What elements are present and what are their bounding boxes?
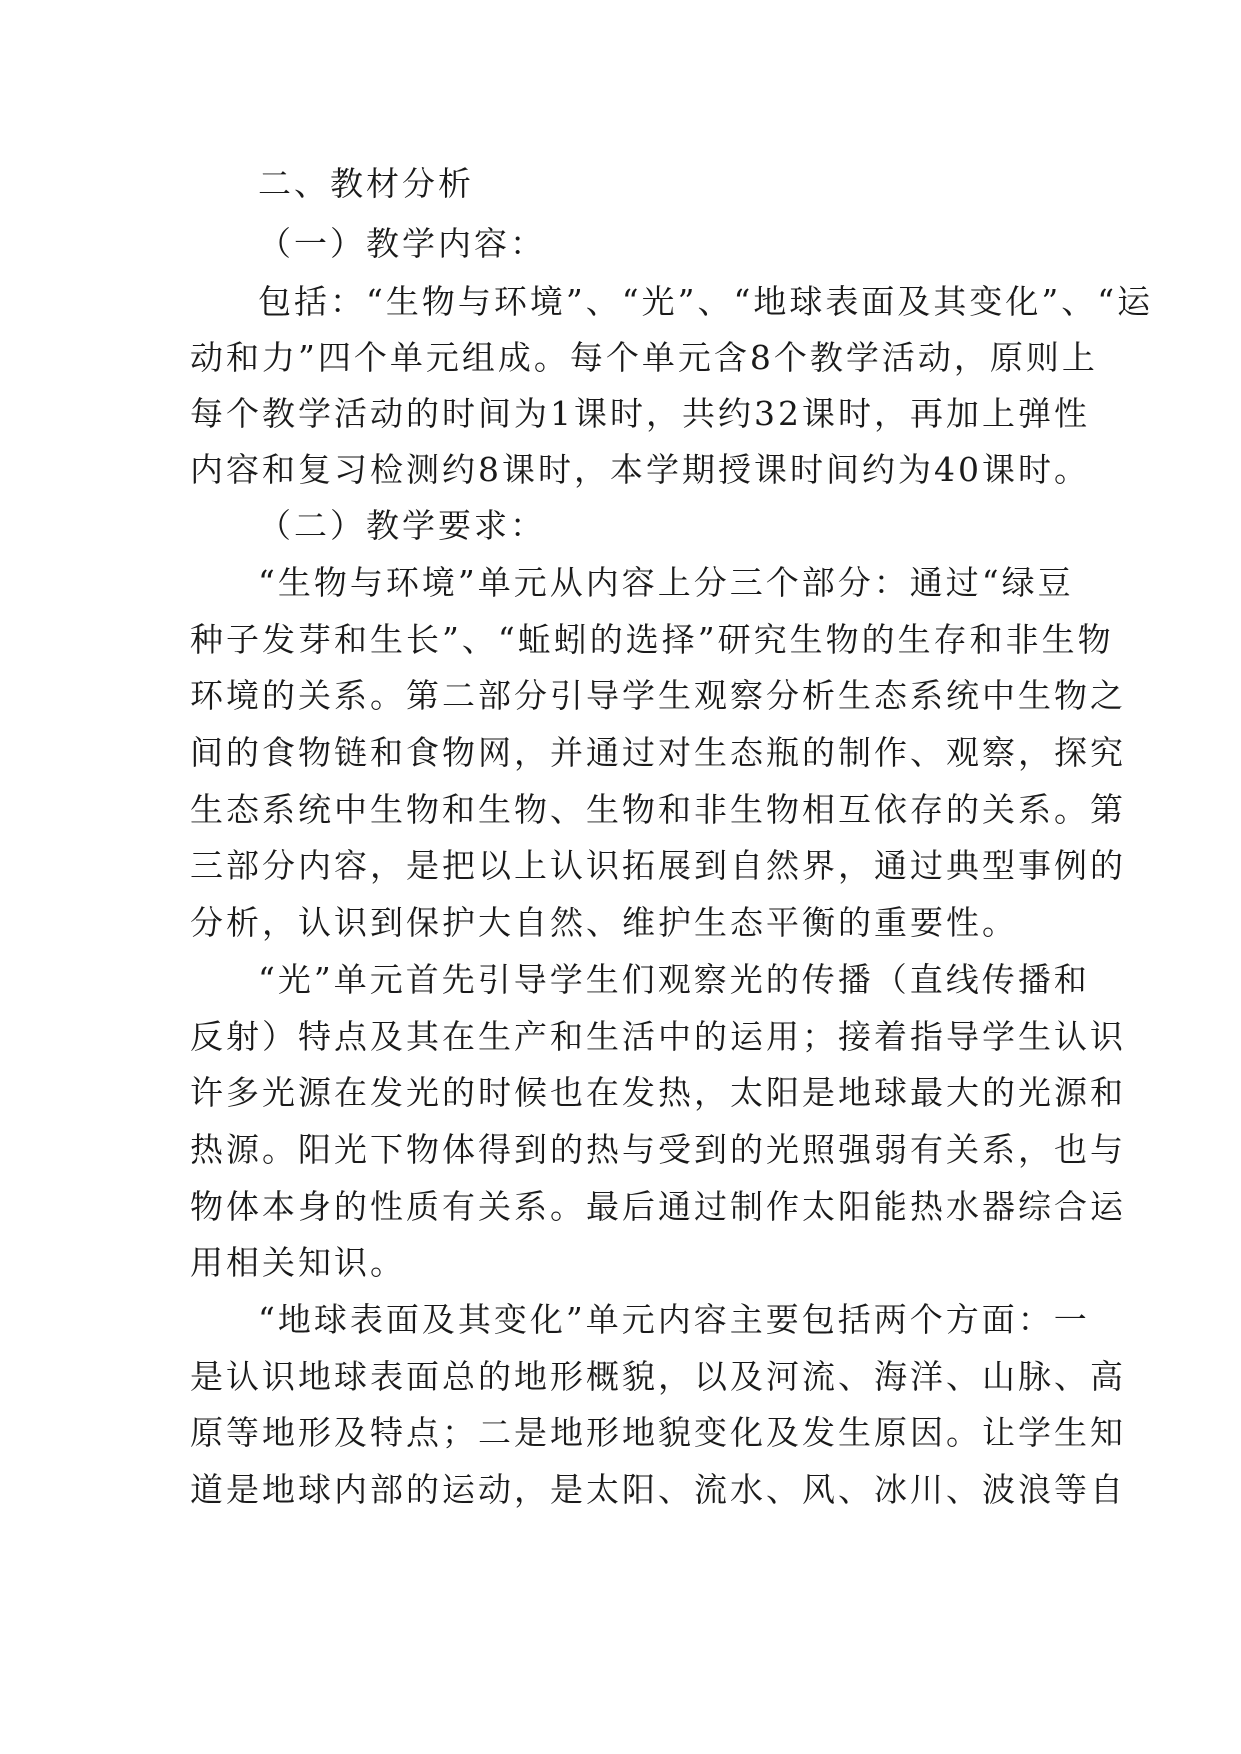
paragraph-line: 物体本身的性质有关系。最后通过制作太阳能热水器综合运 [190,1187,1126,1226]
paragraph-line: “生物与环境”单元从内容上分三个部分：通过“绿豆 [258,563,1074,602]
paragraph-line: “地球表面及其变化”单元内容主要包括两个方面：一 [258,1300,1090,1339]
paragraph-line: 内容和复习检测约8课时，本学期授课时间约为40课时。 [190,450,1090,489]
subsection-heading: （一）教学内容： [258,224,546,263]
paragraph-line: 间的食物链和食物网，并通过对生态瓶的制作、观察，探究 [190,733,1126,772]
paragraph-line: 反射）特点及其在生产和生活中的运用；接着指导学生认识 [190,1017,1126,1056]
paragraph-line: “光”单元首先引导学生们观察光的传播（直线传播和 [258,960,1090,999]
paragraph-line: 是认识地球表面总的地形概貌，以及河流、海洋、山脉、高 [190,1357,1126,1396]
paragraph-line: 热源。阳光下物体得到的热与受到的光照强弱有关系，也与 [190,1130,1126,1169]
paragraph-line: 原等地形及特点；二是地形地貌变化及发生原因。让学生知 [190,1413,1126,1452]
section-heading: 二、教材分析 [258,164,474,203]
paragraph-line: 生态系统中生物和生物、生物和非生物相互依存的关系。第 [190,790,1126,829]
paragraph-line: 分析，认识到保护大自然、维护生态平衡的重要性。 [190,903,1018,942]
paragraph-line: 环境的关系。第二部分引导学生观察分析生态系统中生物之 [190,676,1126,715]
paragraph-line: 包括：“生物与环境”、“光”、“地球表面及其变化”、“运 [258,282,1154,321]
paragraph-line: 动和力”四个单元组成。每个单元含8个教学活动，原则上 [190,338,1098,377]
paragraph-line: 种子发芽和生长”、“蚯蚓的选择”研究生物的生存和非生物 [190,620,1114,659]
paragraph-line: 许多光源在发光的时候也在发热，太阳是地球最大的光源和 [190,1073,1126,1112]
paragraph-line: 道是地球内部的运动，是太阳、流水、风、冰川、波浪等自 [190,1470,1126,1509]
paragraph-line: 三部分内容，是把以上认识拓展到自然界，通过典型事例的 [190,846,1126,885]
paragraph-line: 用相关知识。 [190,1243,406,1282]
paragraph-line: 每个教学活动的时间为1课时，共约32课时，再加上弹性 [190,394,1090,433]
subsection-heading: （二）教学要求： [258,506,546,545]
